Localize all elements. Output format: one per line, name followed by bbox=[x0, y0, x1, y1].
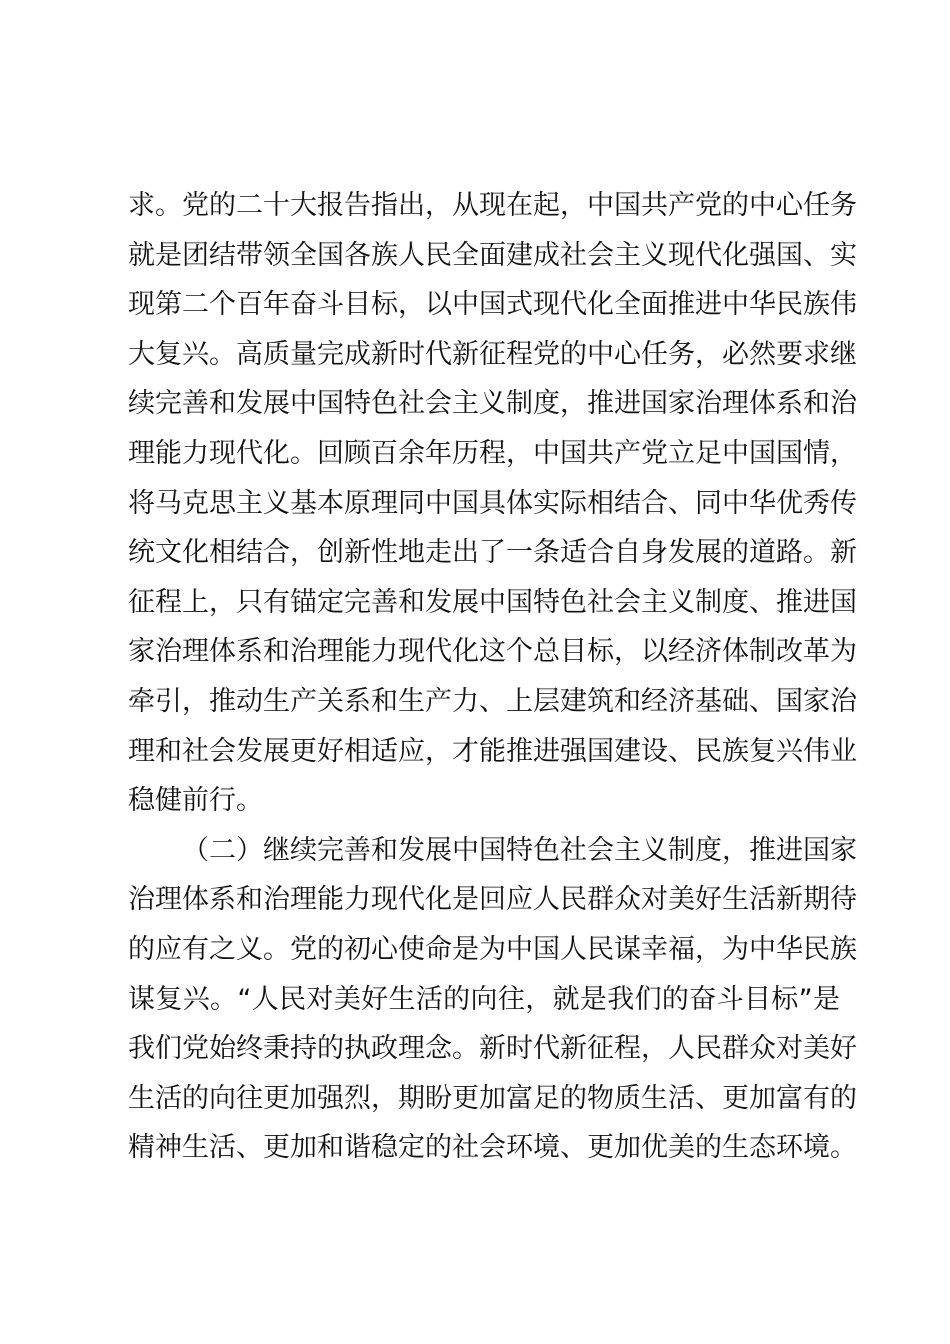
text-line: 牵引，推动生产关系和生产力、上层建筑和经济基础、国家治 bbox=[128, 685, 857, 717]
paragraph-1 bbox=[128, 181, 857, 826]
text-line: 就是团结带领全国各族人民全面建成社会主义现代化强国、实 bbox=[128, 239, 857, 271]
text-line: （二）继续完善和发展中国特色社会主义制度，推进国家 bbox=[182, 834, 857, 866]
text-line: 精神生活、更加和谐稳定的社会环境、更加优美的生态环境。 bbox=[128, 1132, 857, 1164]
body-text bbox=[128, 181, 857, 1173]
text-line: 现第二个百年奋斗目标，以中国式现代化全面推进中华民族伟 bbox=[128, 289, 857, 321]
text-line: 的应有之义。党的初心使命是为中国人民谋幸福，为中华民族 bbox=[128, 933, 857, 965]
text-line: 治理体系和治理能力现代化是回应人民群众对美好生活新期待 bbox=[128, 884, 857, 916]
text-line: 理和社会发展更好相适应，才能推进强国建设、民族复兴伟业 bbox=[128, 735, 857, 767]
text-line: 家治理体系和治理能力现代化这个总目标，以经济体制改革为 bbox=[128, 636, 857, 668]
text-line: 谋复兴。“人民对美好生活的向往，就是我们的奋斗目标”是 bbox=[128, 983, 840, 1015]
text-line: 理能力现代化。回顾百余年历程，中国共产党立足中国国情， bbox=[128, 437, 857, 469]
text-line: 生活的向往更加强烈，期盼更加富足的物质生活、更加富有的 bbox=[128, 1082, 857, 1114]
text-line: 我们党始终秉持的执政理念。新时代新征程，人民群众对美好 bbox=[128, 1033, 857, 1065]
text-line: 稳健前行。 bbox=[128, 785, 263, 817]
text-line: 统文化相结合，创新性地走出了一条适合自身发展的道路。新 bbox=[128, 537, 857, 569]
text-line: 大复兴。高质量完成新时代新征程党的中心任务，必然要求继 bbox=[128, 338, 857, 370]
text-line: 将马克思主义基本原理同中国具体实际相结合、同中华优秀传 bbox=[128, 487, 857, 519]
text-line: 征程上，只有锚定完善和发展中国特色社会主义制度、推进国 bbox=[128, 586, 857, 618]
text-line: 续完善和发展中国特色社会主义制度，推进国家治理体系和治 bbox=[128, 388, 857, 420]
text-line: 求。党的二十大报告指出，从现在起，中国共产党的中心任务 bbox=[128, 190, 857, 221]
paragraph-2 bbox=[128, 826, 857, 1173]
